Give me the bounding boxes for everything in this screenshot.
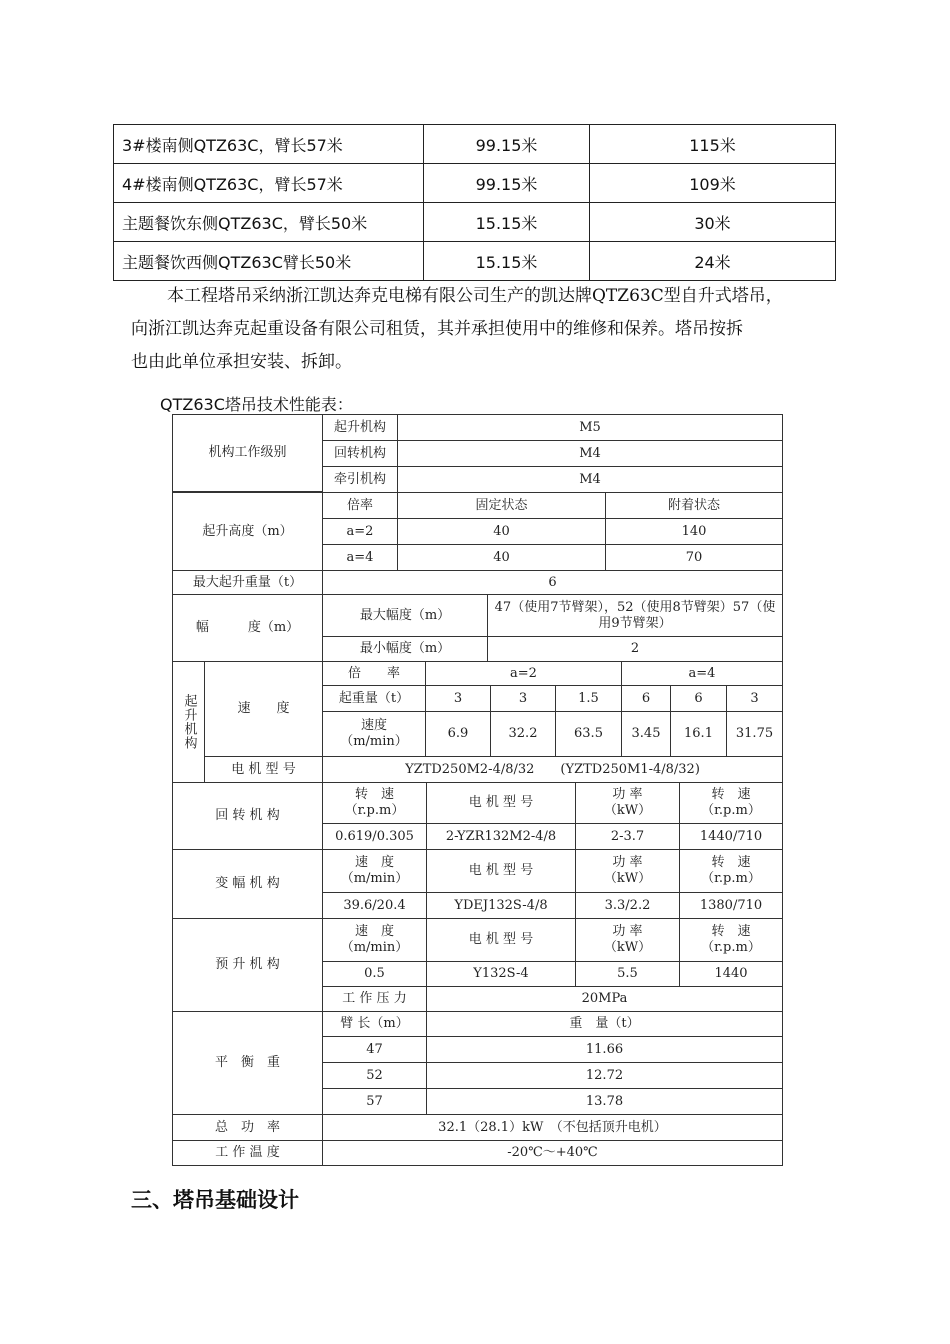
table-cell: 3#楼南侧QTZ63C，臂长57米 [114, 125, 424, 164]
work-temp-label: 工 作 温 度 [172, 1140, 323, 1166]
table-cell: 主题餐饮西侧QTZ63C臂长50米 [114, 242, 424, 281]
fixed-label: 固定状态 [397, 492, 606, 519]
max-load-value: 6 [322, 570, 783, 595]
climb-speed-label: 速 度（m/min） [322, 918, 427, 962]
speed-cell: 63.5 [555, 711, 622, 757]
luff-value: 3.3/2.2 [575, 892, 680, 919]
power-label: 功 率（kW） [575, 782, 680, 824]
arm-length-cell: 52 [322, 1062, 427, 1089]
ratio2-a4: a=4 [621, 661, 783, 686]
max-amp-value: 47（使用7节臂架），52（使用8节臂架）57（使用9节臂架） [487, 594, 783, 637]
mech-level-label: 机构工作级别 [172, 414, 323, 492]
a4-fixed: 40 [397, 544, 606, 571]
section-heading: 三、塔吊基础设计 [131, 1188, 299, 1212]
slew-mech-label: 回转机构 [322, 440, 398, 467]
table-row [114, 125, 836, 164]
trolley-mech-label: 牵引机构 [322, 466, 398, 493]
luff-value: 1380/710 [679, 892, 783, 919]
a2-fixed: 40 [397, 518, 606, 545]
lift-height-label: 起升高度（m） [172, 492, 323, 571]
speed-cell: 31.75 [726, 711, 783, 757]
table-cell: 115米 [590, 125, 836, 164]
table-row [114, 164, 836, 203]
luffing-label: 变 幅 机 构 [172, 849, 323, 919]
lift-weight-cell: 6 [670, 685, 727, 712]
attached-label: 附着状态 [605, 492, 783, 519]
tower-crane-location-table [113, 124, 836, 281]
speed-cell: 16.1 [670, 711, 727, 757]
lift-weight-label: 起重量（t） [322, 685, 426, 712]
lift-weight-cell: 3 [726, 685, 783, 712]
climb-motor-label: 电 机 型 号 [426, 918, 576, 962]
motor-label: 电 机 型 号 [204, 756, 323, 783]
hoist-vertical-label: 起升机构 [172, 661, 205, 783]
table-cell: 99.15米 [424, 164, 590, 203]
weight-label: 重 量（t） [426, 1011, 783, 1037]
body-paragraph [131, 280, 851, 379]
a2-attached: 140 [605, 518, 783, 545]
slew-value: 2-3.7 [575, 823, 680, 850]
luff-value: 39.6/20.4 [322, 892, 427, 919]
speed-cell: 32.2 [490, 711, 556, 757]
slew-value: 2-YZR132M2-4/8 [426, 823, 576, 850]
ratio-a2: a=2 [322, 518, 398, 545]
climb-value: 0.5 [322, 961, 427, 987]
arm-length-cell: 47 [322, 1036, 427, 1063]
lift-weight-cell: 1.5 [555, 685, 622, 712]
slew-value: 0.619/0.305 [322, 823, 427, 850]
max-load-label: 最大起升重量（t） [172, 570, 323, 595]
luff-motor-label: 电 机 型 号 [426, 849, 576, 893]
table-cell: 15.15米 [424, 242, 590, 281]
total-power-label: 总 功 率 [172, 1114, 323, 1141]
trolley-mech-value: M4 [397, 466, 783, 493]
table-cell: 4#楼南侧QTZ63C，臂长57米 [114, 164, 424, 203]
luff-power-label: 功 率（kW） [575, 849, 680, 893]
hoist-mech-value: M5 [397, 414, 783, 441]
table-cell: 30米 [590, 203, 836, 242]
slewing-label: 回 转 机 构 [172, 782, 323, 850]
lift-weight-cell: 6 [621, 685, 671, 712]
table-cell: 15.15米 [424, 203, 590, 242]
amplitude-label: 幅 度（m） [172, 594, 323, 662]
total-power-value: 32.1（28.1）kW （不包括顶升电机） [322, 1114, 783, 1141]
work-pressure-label: 工 作 压 力 [322, 986, 427, 1012]
hoist-mech-label: 起升机构 [322, 414, 398, 441]
table-cell: 109米 [590, 164, 836, 203]
paragraph-line: 本工程塔吊采纳浙江凯达奔克电梯有限公司生产的凯达牌QTZ63C型自升式塔吊， [167, 286, 783, 306]
climb-value: 1440 [679, 961, 783, 987]
min-amp-label: 最小幅度（m） [322, 636, 488, 662]
table-row [114, 203, 836, 242]
rev-label: 转 速（r.p.m） [679, 782, 783, 824]
climb-value: Y132S-4 [426, 961, 576, 987]
arm-length-cell: 57 [322, 1088, 427, 1115]
paragraph-line: 向浙江凯达奔克起重设备有限公司租赁，其并承担使用中的维修和保养。塔吊按拆 [131, 319, 743, 339]
climb-value: 5.5 [575, 961, 680, 987]
a4-attached: 70 [605, 544, 783, 571]
rot-speed-label: 转 速（r.p.m） [322, 782, 427, 824]
paragraph-line: 也由此单位承担安装、拆卸。 [131, 352, 352, 372]
weight-cell: 12.72 [426, 1062, 783, 1089]
counterweight-label: 平 衡 重 [172, 1011, 323, 1115]
climbing-label: 预 升 机 构 [172, 918, 323, 1012]
luff-speed-label: 速 度（m/min） [322, 849, 427, 893]
table-row [114, 242, 836, 281]
lift-weight-cell: 3 [425, 685, 491, 712]
ratio2-a2: a=2 [425, 661, 622, 686]
ratio-label: 倍率 [322, 492, 398, 519]
ratio-a4: a=4 [322, 544, 398, 571]
slew-mech-value: M4 [397, 440, 783, 467]
table-cell: 24米 [590, 242, 836, 281]
weight-cell: 13.78 [426, 1088, 783, 1115]
min-amp-value: 2 [487, 636, 783, 662]
weight-cell: 11.66 [426, 1036, 783, 1063]
table-cell: 99.15米 [424, 125, 590, 164]
luff-rev-label: 转 速（r.p.m） [679, 849, 783, 893]
spec-table [172, 414, 783, 1166]
speed-cell: 3.45 [621, 711, 671, 757]
table-cell: 主题餐饮东侧QTZ63C，臂长50米 [114, 203, 424, 242]
climb-rev-label: 转 速（r.p.m） [679, 918, 783, 962]
luff-value: YDEJ132S-4/8 [426, 892, 576, 919]
work-pressure-value: 20MPa [426, 986, 783, 1012]
max-amp-label: 最大幅度（m） [322, 594, 488, 637]
lift-weight-cell: 3 [490, 685, 556, 712]
climb-power-label: 功 率（kW） [575, 918, 680, 962]
motor-type-label: 电 机 型 号 [426, 782, 576, 824]
work-temp-value: -20℃～+40℃ [322, 1140, 783, 1166]
table-caption: QTZ63C塔吊技术性能表： [160, 395, 353, 414]
motor-value: YZTD250M2-4/8/32 (YZTD250M1-4/8/32) [322, 756, 783, 783]
slew-value: 1440/710 [679, 823, 783, 850]
arm-length-label: 臂 长（m） [322, 1011, 427, 1037]
speed-unit-label: 速度（m/min） [322, 711, 426, 757]
speed-label: 速 度 [204, 661, 323, 757]
ratio2-label: 倍 率 [322, 661, 426, 686]
speed-cell: 6.9 [425, 711, 491, 757]
